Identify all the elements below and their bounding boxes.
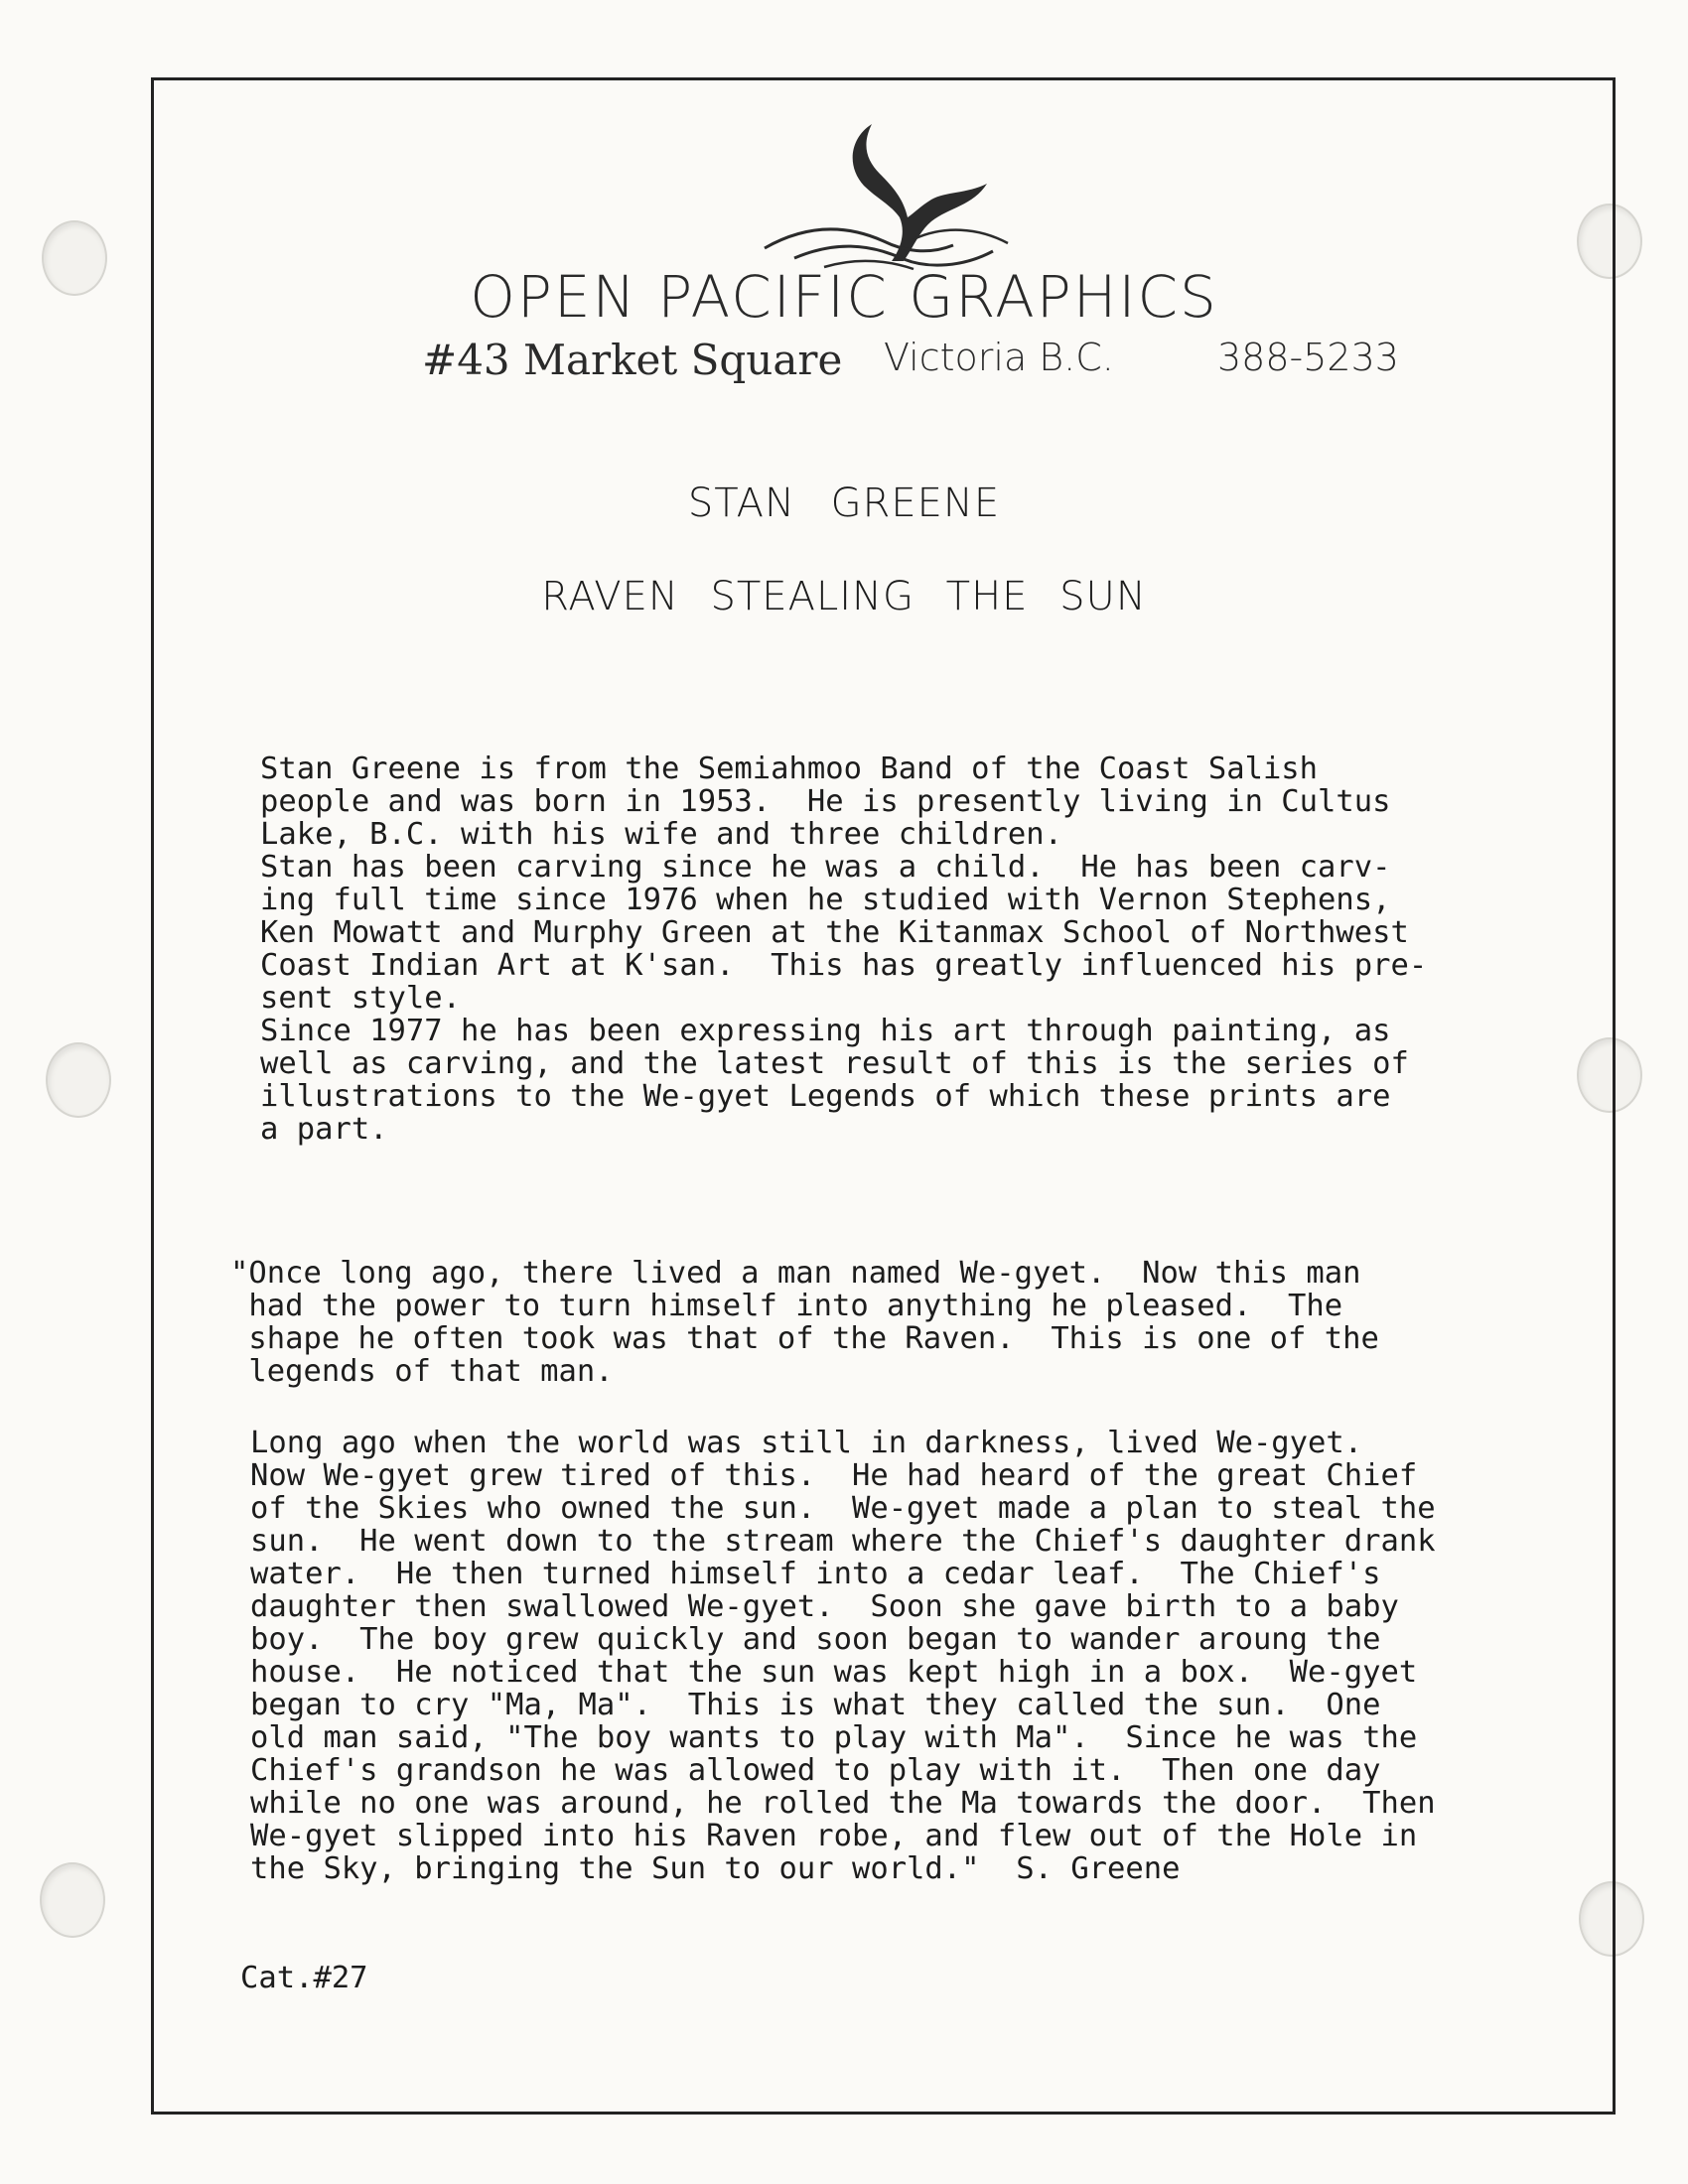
catalog-number: Cat.#27 xyxy=(240,1961,368,1995)
company-name: OPEN PACIFIC GRAPHICS xyxy=(470,263,1218,331)
punch-hole-icon xyxy=(40,1862,105,1938)
street-address: #43 Market Square xyxy=(422,336,843,384)
legend-introduction: "Once long ago, there lived a man named We-gyet. Now this man had the power to turn himself into anything he pleased. The shape he often took was that of the Raven. This is one of the legends of that man. xyxy=(230,1256,1379,1389)
artist-name: STAN GREENE xyxy=(687,480,1001,526)
artist-biography: Stan Greene is from the Semiahmoo Band of the Coast Salish people and was born in 1953. He is presently living in Cultus Lake, B.C. with his wife and three children. Stan has been carving since he was a child. He has been carv- ing full time since 1976 when he studied with Vernon Stephens, Ken Mowatt and Murphy Green at the Kitanmax School of Northwest Coast Indian Art at K'san. This has greatly influenced his pre- sent style. Since 1977 he has been expressing his art through painting, as well as carving, and the latest result of this is the series of illustrations to the We-gyet Legends of which these prints are a part. xyxy=(260,751,1428,1147)
city: Victoria B.C. xyxy=(884,336,1114,379)
punch-hole-icon xyxy=(46,1042,111,1118)
legend-story: Long ago when the world was still in darkness, lived We-gyet. Now We-gyet grew tired of this. He had heard of the great Chief of the Skies who owned the sun. We-gyet made a plan to steal the sun. He went down to the stream where the Chief's daughter drank water. He then turned himself into a cedar leaf. The Chief's daughter then swallowed We-gyet. Soon she gave birth to a baby boy. The boy grew quickly and soon began to wander aroung the house. He noticed that the sun was kept high in a box. We-gyet began to cry "Ma, Ma". This is what they called the sun. One old man said, "The boy wants to play with Ma". Since he was the Chief's grandson he was allowed to play with it. Then one day while no one was around, he rolled the Ma towards the door. Then We-gyet slipped into his Raven robe, and flew out of the Hole in the Sky, bringing the Sun to our world." S. Greene xyxy=(250,1426,1436,1886)
phone-number: 388-5233 xyxy=(1217,336,1399,379)
whale-tail-waves-icon xyxy=(755,114,1023,273)
work-title: RAVEN STEALING THE SUN xyxy=(541,574,1147,619)
